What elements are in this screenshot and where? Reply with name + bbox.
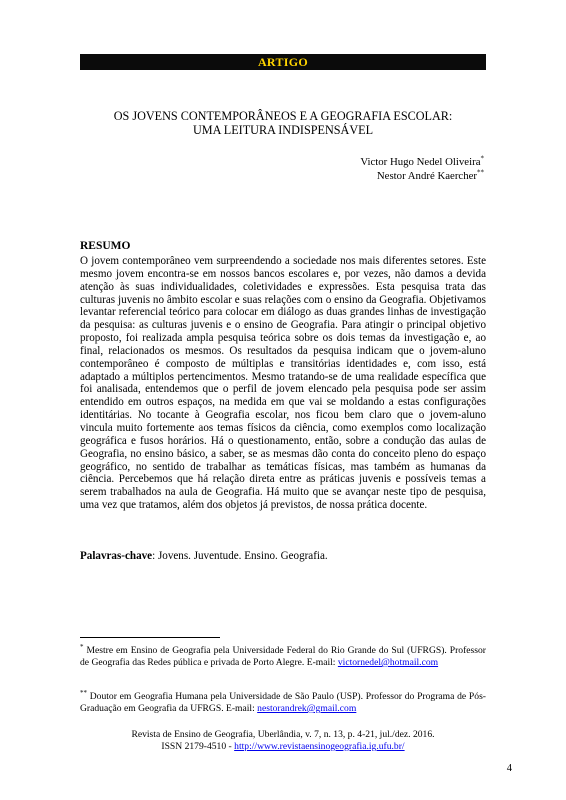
abstract-text: O jovem contemporâneo vem surpreendendo a sociedade nos mais diferentes setores. Este mesmo jovem encontra-se em nossos bancos escolares e, por vezes, não damos a devida atenção às suas individualidades, coletividades e expressões. Esta pesquisa trata das culturas juvenis no âmbito escolar e suas relações com o ensino da Geografia. Objetivamos levantar referencial teórico para colocar em diálogo as duas grandes linhas de investigação da pesquisa: as culturas juvenis e o ensino de Geografia. Para atingir o principal objetivo proposto, foi realizada ampla pesquisa teórica sobre os dois temas da investigação e, ao final, relacionados os mesmos. Os resultados da pesquisa indicam que o jovem-aluno contemporâneo é composto de múltiplas e transitórias identidades e, com isso, está adaptado a múltiplos pertencimentos. Mesmo tratando-se de uma realidade específica que foi analisada, entendemos que o perfil de jovem elencado pela pesquisa pode ser assim entendido em outros espaços, na medida em que vai se moldando a estas configurações identitárias. No tocante à Geografia escolar, nos ficou bem claro que o jovem-aluno vincula muito fortemente aos temas físicos da ciência, como exemplos como localização geográfica e fusos horários. Há o questionamento, então, sobre a condução das aulas de Geografia, no ensino básico, a saber, se as mesmas dão conta do conceito pleno do espaço geográfico, no sentido de trabalhar as temáticas físicas, mas também as humanas da ciência. Percebemos que há relação direta entre as práticas juvenis e possíveis temas a serem trabalhados na aula de Geografia. Há muito que se avançar neste tipo de pesquisa, uma vez que tratamos, além dos objetos já previstos, de nossa prática docente. bbox=[80, 255, 486, 512]
email-link[interactable]: nestorandrek@gmail.com bbox=[257, 703, 357, 714]
journal-url-link[interactable]: http://www.revistaensinogeografia.ig.ufu.br/ bbox=[234, 741, 405, 752]
author-footnote-mark: * bbox=[480, 154, 484, 163]
article-title bbox=[80, 109, 486, 137]
footnote-text: Doutor em Geografia Humana pela Universidade de São Paulo (USP). Professor do Programa de Pós-Graduação em Geografia da UFRGS. E-mail: bbox=[80, 691, 486, 714]
journal-issn-line bbox=[80, 741, 486, 753]
footnote-text: Mestre em Ensino de Geografia pela Universidade Federal do Rio Grande do Sul (UFRGS). Professor de Geografia das Redes pública e privada de Porto Alegre. E-mail: bbox=[80, 645, 486, 668]
footnote-mark: * bbox=[80, 642, 84, 651]
footnote-mark: ** bbox=[80, 688, 87, 697]
author-footnote-mark: ** bbox=[477, 168, 484, 177]
section-banner bbox=[80, 54, 486, 70]
keywords-label: Palavras-chave bbox=[80, 550, 153, 562]
footnote-divider bbox=[80, 637, 220, 638]
author-list bbox=[360, 155, 484, 183]
keywords bbox=[80, 550, 486, 562]
abstract-heading: RESUMO bbox=[80, 240, 131, 252]
email-link[interactable]: victornedel@hotmail.com bbox=[337, 657, 439, 668]
page-number: 4 bbox=[506, 763, 512, 774]
footnote-2 bbox=[80, 688, 486, 715]
author-1 bbox=[360, 155, 484, 169]
title-line-2: UMA LEITURA INDISPENSÁVEL bbox=[192, 123, 374, 137]
author-name: Victor Hugo Nedel Oliveira bbox=[360, 156, 481, 168]
keywords-list: : Jovens. Juventude. Ensino. Geografia. bbox=[152, 550, 328, 562]
journal-citation: Revista de Ensino de Geografia, Uberlândia, v. 7, n. 13, p. 4-21, jul./dez. 2016. bbox=[131, 729, 435, 740]
journal-footer bbox=[80, 729, 486, 753]
banner-label: ARTIGO bbox=[257, 55, 309, 69]
title-line-1: OS JOVENS CONTEMPORÂNEOS E A GEOGRAFIA ESCOLAR: bbox=[113, 109, 453, 123]
author-name: Nestor André Kaercher bbox=[376, 170, 477, 182]
issn-text: ISSN 2179-4510 - bbox=[161, 741, 235, 752]
author-2 bbox=[360, 169, 484, 183]
footnote-1 bbox=[80, 642, 486, 669]
